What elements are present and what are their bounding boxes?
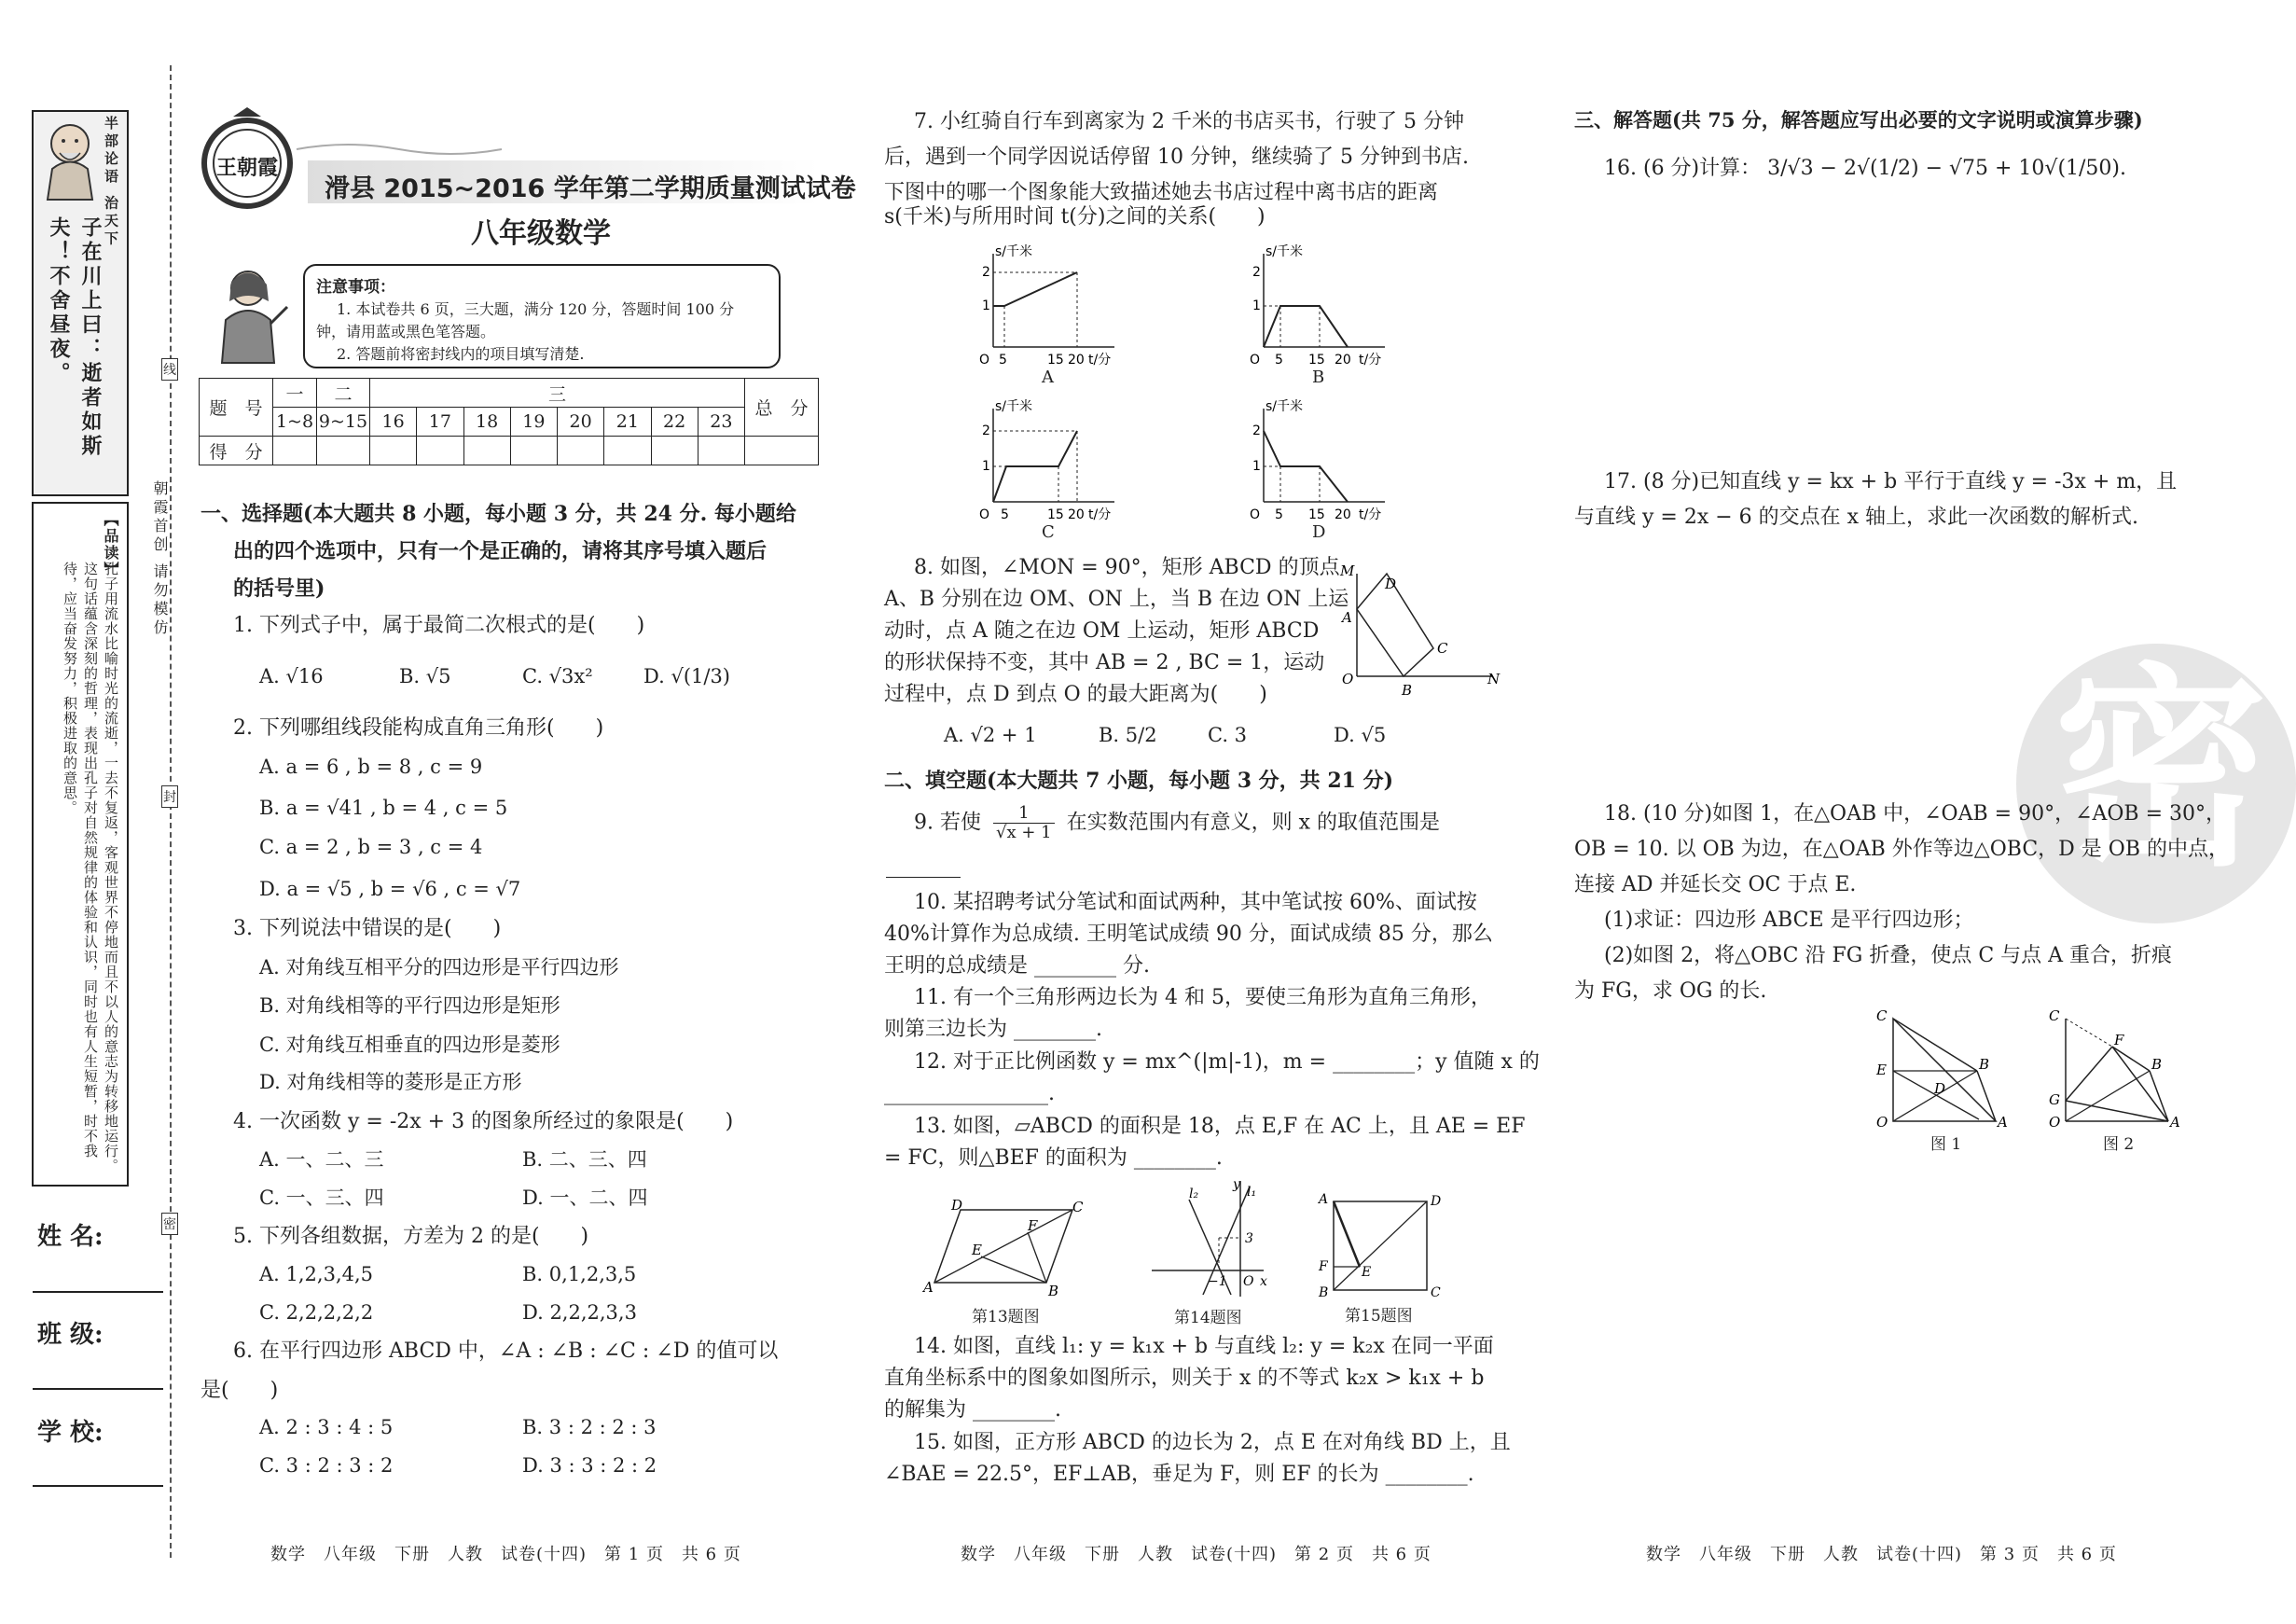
svg-text:D: D — [1385, 576, 1397, 592]
notice-item1a: 1. 本试卷共 6 页，三大题，满分 120 分，答题时间 100 分 — [337, 300, 735, 318]
sidebar-badge: 半部论语 治天下 — [103, 116, 119, 249]
q6-text-a: 6. 在平行四边形 ABCD 中，∠A : ∠B : ∠C : ∠D 的值可以 — [233, 1339, 779, 1363]
name-field[interactable] — [33, 1291, 163, 1293]
svg-text:1: 1 — [982, 298, 990, 313]
q12-text-b: ________________. — [884, 1082, 1055, 1105]
graph-label-b: B — [1312, 368, 1325, 387]
score-cell[interactable] — [273, 437, 317, 465]
notice-box — [303, 264, 781, 368]
q1-opt-b: B. √5 — [399, 665, 451, 687]
svg-text:s/千米: s/千米 — [1266, 399, 1304, 414]
q8-opt-c: C. 3 — [1208, 724, 1248, 746]
q5-opt-d: D. 2,2,2,3,3 — [522, 1301, 637, 1324]
svg-text:D: D — [1934, 1080, 1946, 1097]
q3-opt-a: A. 对角线互相平分的四边形是平行四边形 — [259, 956, 619, 979]
score-cell[interactable] — [370, 437, 417, 465]
q11-text-b: 则第三边长为 ________. — [884, 1018, 1102, 1041]
watermark-seal — [2016, 644, 2296, 923]
q7-graph-c — [975, 399, 1124, 542]
svg-text:A: A — [1319, 1192, 1329, 1207]
q12-text-a: 12. 对于正比例函数 y = mx^(|m|-1)，m = ________；y 值随 x 的 — [914, 1050, 1540, 1074]
reading-label: 【品读】 — [102, 511, 119, 578]
q10-text-b: 40%计算作为总成绩. 王明笔试成绩 90 分，面试成绩 85 分，那么 — [884, 923, 1493, 946]
q2-opt-a: A. a = 6 , b = 8 , c = 9 — [259, 756, 483, 778]
svg-text:B: B — [1048, 1283, 1059, 1299]
q8-opt-d: D. √5 — [1334, 724, 1387, 746]
fig15 — [1315, 1192, 1445, 1326]
reading-box — [32, 502, 129, 1187]
q8-opt-b: B. 5/2 — [1099, 724, 1157, 746]
part1-heading-c: 的括号里) — [233, 576, 325, 601]
svg-text:s/千米: s/千米 — [995, 244, 1033, 259]
q4-text: 4. 一次函数 y = -2x + 3 的图象所经过的象限是( ) — [233, 1110, 734, 1133]
q8-text-d: 的形状保持不变，其中 AB = 2 , BC = 1，运动 — [884, 651, 1325, 674]
svg-text:M: M — [1340, 562, 1355, 579]
q6-opt-a: A. 2 : 3 : 4 : 5 — [259, 1416, 394, 1438]
q9-num: 1 — [993, 804, 1055, 824]
q8-text-a: 8. 如图，∠MON = 90°，矩形 ABCD 的顶点 — [914, 556, 1340, 579]
svg-text:A: A — [1998, 1114, 2008, 1131]
q3-opt-b: B. 对角线相等的平行四边形是矩形 — [259, 994, 560, 1017]
q7-graph-b — [1245, 244, 1394, 387]
svg-text:C: C — [2049, 1007, 2060, 1024]
score-col: 17 — [417, 408, 463, 437]
q9-post: 在实数范围内有意义，则 x 的取值范围是 — [1066, 811, 1440, 835]
svg-text:y: y — [1233, 1177, 1240, 1192]
q9-fraction — [993, 804, 1055, 842]
q8-text-c: 动时，点 A 随之在边 OM 上运动，矩形 ABCD — [884, 619, 1320, 643]
page2-footer: 数学 八年级 下册 人教 试卷(十四) 第 2 页 共 6 页 — [961, 1545, 1432, 1564]
svg-text:E: E — [1876, 1062, 1887, 1078]
school-label: 学 校: — [37, 1419, 104, 1447]
fig1-caption: 图 1 — [1930, 1135, 1962, 1154]
q6-opt-c: C. 3 : 2 : 3 : 2 — [259, 1454, 394, 1477]
score-row1-label: 题 号 — [200, 379, 273, 437]
svg-text:B: B — [1319, 1285, 1329, 1300]
svg-text:F: F — [1319, 1259, 1328, 1274]
q18-text-b: OB = 10. 以 OB 为边，在△OAB 外作等边△OBC，D 是 OB 的中点， — [1574, 838, 2229, 861]
part1-heading-a: 一、选择题(本大题共 8 小题，每小题 3 分，共 24 分. 每小题给 — [201, 502, 796, 526]
page-1 — [187, 0, 856, 1624]
svg-text:2: 2 — [982, 423, 990, 438]
svg-text:E: E — [972, 1242, 982, 1258]
score-cell[interactable] — [698, 437, 744, 465]
q6-text-b: 是( ) — [201, 1379, 279, 1402]
svg-text:20: 20 — [1335, 507, 1351, 522]
svg-text:O: O — [1250, 507, 1261, 522]
svg-text:B: B — [1979, 1056, 1990, 1073]
q18-text-f: 为 FG，求 OG 的长. — [1574, 979, 1767, 1003]
fig14 — [1152, 1177, 1273, 1327]
svg-text:l₁: l₁ — [1247, 1185, 1257, 1200]
q7-graph-a — [975, 244, 1124, 387]
q1-opt-d: D. √(1/3) — [643, 665, 731, 687]
score-cell[interactable] — [651, 437, 698, 465]
svg-text:5: 5 — [1275, 353, 1283, 368]
q3-text: 3. 下列说法中错误的是( ) — [233, 917, 502, 940]
svg-text:l₂: l₂ — [1189, 1187, 1199, 1201]
svg-text:20: 20 — [1068, 507, 1085, 522]
reading-text: 孔子用流水比喻时光的流逝，一去不复返，客观世界不停地而且不以人的意志为转移地运行。这句话蕴含深刻的哲理，表现出孔子对自然规律的体验和认识，同时也有人生短暂，时不我待，应当奋发努力，积极进取的意思。 — [62, 562, 119, 1173]
notice-heading: 注意事项： — [316, 278, 395, 297]
q2-opt-b: B. a = √41 , b = 4 , c = 5 — [259, 797, 508, 819]
q7-graph-d — [1245, 399, 1394, 542]
q5-opt-b: B. 0,1,2,3,5 — [522, 1263, 637, 1285]
q3-opt-d: D. 对角线相等的菱形是正方形 — [259, 1071, 522, 1093]
svg-text:E: E — [1362, 1265, 1372, 1280]
graph-label-c: C — [1042, 522, 1055, 542]
q15-text-b: ∠BAE = 22.5°，EF⊥AB，垂足为 F，则 EF 的长为 ________. — [884, 1463, 1474, 1486]
q8-text-e: 过程中，点 D 到点 O 的最大距离为( ) — [884, 683, 1267, 706]
seal-mark-secret: 密 — [161, 1213, 178, 1235]
score-cell[interactable] — [463, 437, 510, 465]
q13-text-b: = FC，则△BEF 的面积为 ________. — [884, 1146, 1223, 1170]
svg-text:C: C — [1876, 1007, 1888, 1024]
seal-mark-seal: 封 — [161, 785, 178, 808]
fig2-caption: 图 2 — [2103, 1135, 2135, 1154]
teacher-illustration — [214, 264, 289, 365]
name-label: 姓 名: — [37, 1223, 104, 1251]
q2-text: 2. 下列哪组线段能构成直角三角形( ) — [233, 716, 604, 740]
q10-text-c: 王明的总成绩是 ________ 分. — [884, 954, 1150, 978]
q8-text-b: A、B 分别在边 OM、ON 上，当 B 在边 ON 上运 — [884, 588, 1349, 611]
svg-text:A: A — [1342, 609, 1352, 626]
score-cell[interactable] — [317, 437, 370, 465]
score-col: 23 — [698, 408, 744, 437]
score-cell[interactable] — [745, 437, 819, 465]
fig15-caption: 第15题图 — [1345, 1307, 1413, 1326]
svg-text:O: O — [979, 353, 990, 368]
svg-text:15: 15 — [1308, 507, 1325, 522]
graph-label-d: D — [1312, 522, 1326, 542]
score-table — [199, 378, 819, 465]
svg-text:G: G — [2049, 1091, 2060, 1108]
fig13 — [923, 1197, 1084, 1326]
score-col: 9~15 — [317, 408, 370, 437]
fig18-2 — [2047, 1007, 2187, 1154]
q7-text-b: 后，遇到一个同学因说话停留 10 分钟，继续骑了 5 分钟到书店. — [884, 146, 1469, 169]
score-col: 21 — [604, 408, 651, 437]
class-field[interactable] — [33, 1388, 163, 1390]
score-sec3: 三 — [370, 379, 745, 408]
svg-text:15: 15 — [1047, 353, 1064, 368]
svg-text:x: x — [1260, 1274, 1267, 1289]
q9-den: √x + 1 — [995, 822, 1052, 842]
q6-opt-b: B. 3 : 2 : 2 : 3 — [522, 1416, 657, 1438]
q14-text-b: 直角坐标系中的图象如图所示，则关于 x 的不等式 k₂x > k₁x + b — [884, 1367, 1485, 1390]
q8-opt-a: A. √2 + 1 — [944, 724, 1037, 746]
logo-text: 王朝霞 — [216, 156, 279, 180]
score-cell[interactable] — [558, 437, 604, 465]
q9-pre: 9. 若使 — [914, 811, 981, 835]
svg-text:D: D — [1431, 1194, 1442, 1209]
q18-text-d: (1)求证：四边形 ABCE 是平行四边形； — [1604, 909, 1974, 932]
svg-text:D: D — [951, 1197, 963, 1214]
q5-opt-c: C. 2,2,2,2,2 — [259, 1301, 374, 1324]
notice-item2: 2. 答题前将密封线内的项目填写清楚. — [337, 345, 585, 363]
q7-text-a: 7. 小红骑自行车到离家为 2 千米的书店买书，行驶了 5 分钟 — [914, 110, 1464, 133]
svg-text:20: 20 — [1335, 353, 1351, 368]
svg-text:C: C — [1431, 1285, 1441, 1300]
svg-text:t/分: t/分 — [1088, 353, 1112, 368]
page1-footer: 数学 八年级 下册 人教 试卷(十四) 第 1 页 共 6 页 — [270, 1545, 741, 1564]
q10-text-a: 10. 某招聘考试分笔试和面试两种，其中笔试按 60%、面试按 — [914, 891, 1477, 914]
svg-text:O: O — [1243, 1274, 1254, 1289]
q11-text-a: 11. 有一个三角形两边长为 4 和 5，要使三角形为直角三角形， — [914, 986, 1491, 1009]
fig13-caption: 第13题图 — [972, 1308, 1040, 1326]
watermark-char: 密 — [2054, 644, 2269, 895]
page-2 — [877, 0, 1540, 1624]
svg-text:B: B — [1402, 682, 1413, 699]
exam-subtitle: 八年级数学 — [471, 217, 611, 250]
svg-text:t/分: t/分 — [1359, 353, 1382, 368]
q1-text: 1. 下列式子中，属于最简二次根式的是( ) — [233, 614, 645, 637]
publisher-logo — [196, 107, 298, 215]
fig18-1 — [1874, 1007, 2014, 1154]
fig14-caption: 第14题图 — [1174, 1309, 1242, 1327]
q16-expr: 3/√3 − 2√(1/2) − √75 + 10√(1/50). — [1767, 157, 2127, 180]
q16-line — [1604, 159, 2126, 179]
binding-margin — [0, 0, 177, 1624]
svg-text:1: 1 — [982, 459, 990, 474]
svg-text:A: A — [2170, 1114, 2180, 1131]
score-col: 20 — [558, 408, 604, 437]
svg-text:3: 3 — [1245, 1231, 1253, 1246]
q4-opt-a: A. 一、二、三 — [259, 1148, 384, 1171]
q5-text: 5. 下列各组数据，方差为 2 的是( ) — [233, 1225, 589, 1248]
page3-footer: 数学 八年级 下册 人教 试卷(十四) 第 3 页 共 6 页 — [1646, 1545, 2117, 1564]
part1-heading-b: 出的四个选项中，只有一个是正确的，请将其序号填入题后 — [233, 539, 768, 563]
q17-text-a: 17. (8 分)已知直线 y = kx + b 平行于直线 y = -3x + m，且 — [1604, 470, 2178, 493]
q2-opt-d: D. a = √5 , b = √6 , c = √7 — [259, 878, 521, 900]
notice-item1b: 钟，请用蓝或黑色笔答题。 — [316, 323, 496, 340]
svg-text:15: 15 — [1047, 507, 1064, 522]
svg-text:C: C — [1072, 1199, 1084, 1215]
svg-text:s/千米: s/千米 — [1266, 244, 1304, 259]
svg-text:−1: −1 — [1208, 1274, 1227, 1289]
svg-text:A: A — [923, 1279, 934, 1296]
part3-heading: 三、解答题(共 75 分，解答题应写出必要的文字说明或演算步骤) — [1574, 108, 2143, 132]
score-col: 16 — [370, 408, 417, 437]
svg-text:1: 1 — [1252, 459, 1261, 474]
svg-text:F: F — [2114, 1032, 2124, 1048]
q5-opt-a: A. 1,2,3,4,5 — [259, 1263, 374, 1285]
svg-text:20: 20 — [1068, 353, 1085, 368]
page-3 — [1567, 0, 2285, 1624]
q4-opt-d: D. 一、二、四 — [522, 1187, 648, 1209]
svg-text:5: 5 — [999, 353, 1007, 368]
score-row2-label: 得 分 — [200, 437, 273, 465]
school-field[interactable] — [33, 1485, 163, 1487]
q8-figure — [1338, 564, 1501, 700]
q7-text-c: 下图中的哪一个图象能大致描述她去书店过程中离书店的距离 — [884, 181, 1439, 204]
q7-text-d: s(千米)与所用时间 t(分)之间的关系( ) — [884, 205, 1266, 229]
score-cell[interactable] — [417, 437, 463, 465]
svg-text:t/分: t/分 — [1359, 507, 1382, 522]
svg-text:2: 2 — [982, 265, 990, 280]
score-col: 19 — [510, 408, 557, 437]
q1-opt-a: A. √16 — [259, 665, 324, 687]
svg-text:O: O — [1342, 671, 1354, 687]
q14-text-c: 的解集为 ________. — [884, 1398, 1061, 1422]
q14-text-a: 14. 如图，直线 l₁: y = k₁x + b 与直线 l₂: y = k₂x 在同一平面 — [914, 1335, 1494, 1358]
score-cell[interactable] — [604, 437, 651, 465]
svg-text:O: O — [2049, 1114, 2061, 1131]
svg-text:1: 1 — [1252, 298, 1261, 313]
score-cell[interactable] — [510, 437, 557, 465]
svg-text:5: 5 — [1275, 507, 1283, 522]
q9-answer-blank[interactable] — [886, 877, 961, 878]
q15-text-a: 15. 如图，正方形 ABCD 的边长为 2，点 E 在对角线 BD 上，且 — [914, 1431, 1511, 1454]
svg-text:2: 2 — [1252, 265, 1261, 280]
graph-label-a: A — [1042, 368, 1054, 387]
score-col: 18 — [463, 408, 510, 437]
sidebar-quote: 子在川上曰：逝者如斯夫！不舍昼夜。 — [47, 216, 103, 459]
svg-text:N: N — [1487, 671, 1501, 687]
score-sec2: 二 — [317, 379, 370, 408]
q4-opt-c: C. 一、三、四 — [259, 1187, 384, 1209]
svg-text:2: 2 — [1252, 423, 1261, 438]
svg-text:O: O — [1250, 353, 1261, 368]
q18-text-a: 18. (10 分)如图 1，在△OAB 中，∠OAB = 90°，∠AOB = 30°， — [1604, 802, 2227, 826]
margin-dashed-line — [170, 65, 172, 1558]
q4-opt-b: B. 二、三、四 — [522, 1148, 647, 1171]
q1-opt-c: C. √3x² — [522, 665, 593, 687]
svg-text:s/千米: s/千米 — [995, 399, 1033, 414]
svg-text:15: 15 — [1308, 353, 1325, 368]
svg-text:O: O — [979, 507, 990, 522]
score-col: 22 — [651, 408, 698, 437]
score-sec1: 一 — [273, 379, 317, 408]
svg-text:5: 5 — [1001, 507, 1009, 522]
seal-mark-line: 线 — [161, 358, 178, 381]
q18-text-e: (2)如图 2，将△OBC 沿 FG 折叠，使点 C 与点 A 重合，折痕 — [1604, 944, 2173, 967]
q9-line — [914, 804, 1440, 842]
quote-box — [32, 110, 129, 496]
class-label: 班 级: — [37, 1321, 104, 1349]
q6-opt-d: D. 3 : 3 : 2 : 2 — [522, 1454, 657, 1477]
part2-heading: 二、填空题(本大题共 7 小题，每小题 3 分，共 21 分) — [884, 769, 1394, 793]
q2-opt-c: C. a = 2 , b = 3 , c = 4 — [259, 836, 483, 858]
q17-text-b: 与直线 y = 2x − 6 的交点在 x 轴上，求此一次函数的解析式. — [1574, 506, 2139, 529]
svg-text:t/分: t/分 — [1088, 507, 1112, 522]
svg-text:B: B — [2151, 1056, 2163, 1073]
logo-swirl — [297, 140, 502, 159]
q16-pre: 16. (6 分)计算： — [1604, 157, 1762, 180]
svg-text:C: C — [1437, 640, 1448, 657]
q18-text-c: 连接 AD 并延长交 OC 于点 E. — [1574, 873, 1857, 896]
score-col: 1~8 — [273, 408, 317, 437]
sage-avatar — [41, 118, 99, 201]
q13-text-a: 13. 如图，▱ABCD 的面积是 18，点 E,F 在 AC 上，且 AE = EF — [914, 1115, 1526, 1138]
svg-text:F: F — [1028, 1217, 1038, 1234]
score-total: 总 分 — [745, 379, 819, 437]
svg-text:O: O — [1876, 1114, 1888, 1131]
exam-title: 滑县 2015~2016 学年第二学期质量测试试卷 — [325, 174, 856, 203]
q3-opt-c: C. 对角线互相垂直的四边形是菱形 — [259, 1034, 560, 1056]
brand-note: 朝霞首创 请勿模仿 — [151, 480, 169, 639]
